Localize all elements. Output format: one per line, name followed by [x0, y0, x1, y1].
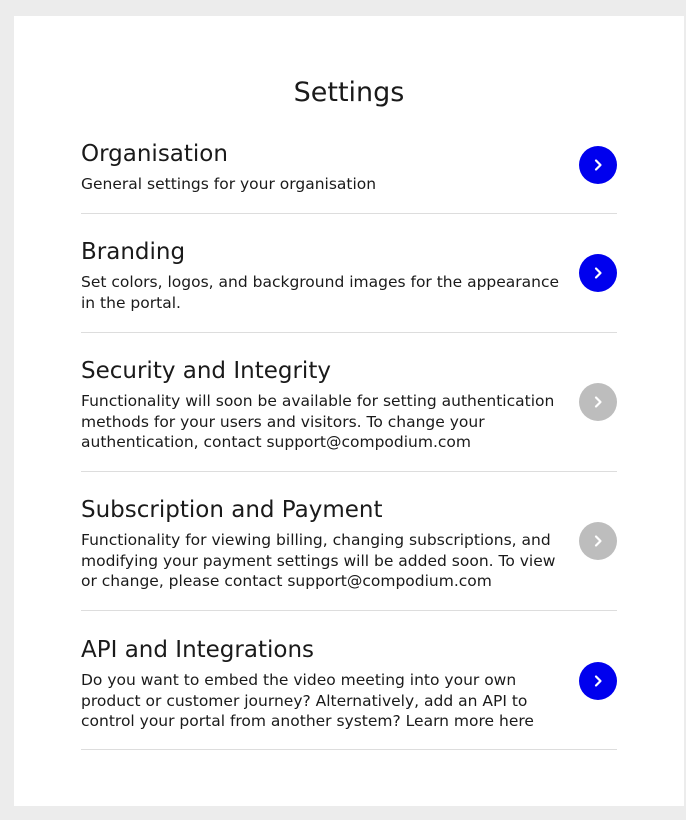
chevron-right-icon — [591, 534, 605, 548]
settings-item-title: Subscription and Payment — [81, 497, 383, 523]
settings-item-description: Functionality for viewing billing, changing subscriptions, and modifying your payment settings will be added soon. To view or change, please contact support@compodium.com — [81, 531, 556, 590]
open-subscription-button — [579, 522, 617, 560]
open-security-button — [579, 383, 617, 421]
settings-item-description: Functionality will soon be available for setting authentication methods for your users and visitors. To change your authentication, contact support@compodium.com — [81, 392, 555, 451]
settings-item-subscription — [81, 496, 617, 611]
chevron-right-icon — [591, 674, 605, 688]
open-organisation-button[interactable] — [579, 146, 617, 184]
settings-item-description: Do you want to embed the video meeting into your own product or customer journey? Alternatively, add an API to control your portal from another system? Learn more here — [81, 671, 534, 730]
settings-item-api[interactable] — [81, 636, 617, 750]
settings-item-title: API and Integrations — [81, 637, 314, 663]
settings-item-organisation[interactable] — [81, 140, 617, 214]
chevron-right-icon — [591, 266, 605, 280]
settings-card — [14, 16, 684, 806]
open-branding-button[interactable] — [579, 254, 617, 292]
chevron-right-icon — [591, 395, 605, 409]
page-title: Settings — [293, 77, 405, 108]
settings-item-security — [81, 357, 617, 472]
open-api-button[interactable] — [579, 662, 617, 700]
settings-item-title: Organisation — [81, 141, 228, 167]
chevron-right-icon — [591, 158, 605, 172]
settings-item-branding[interactable] — [81, 238, 617, 333]
settings-item-description: General settings for your organisation — [81, 175, 377, 193]
settings-item-description: Set colors, logos, and background images for the appearance in the portal. — [81, 273, 560, 312]
settings-item-title: Security and Integrity — [81, 358, 331, 384]
settings-item-title: Branding — [81, 239, 186, 265]
